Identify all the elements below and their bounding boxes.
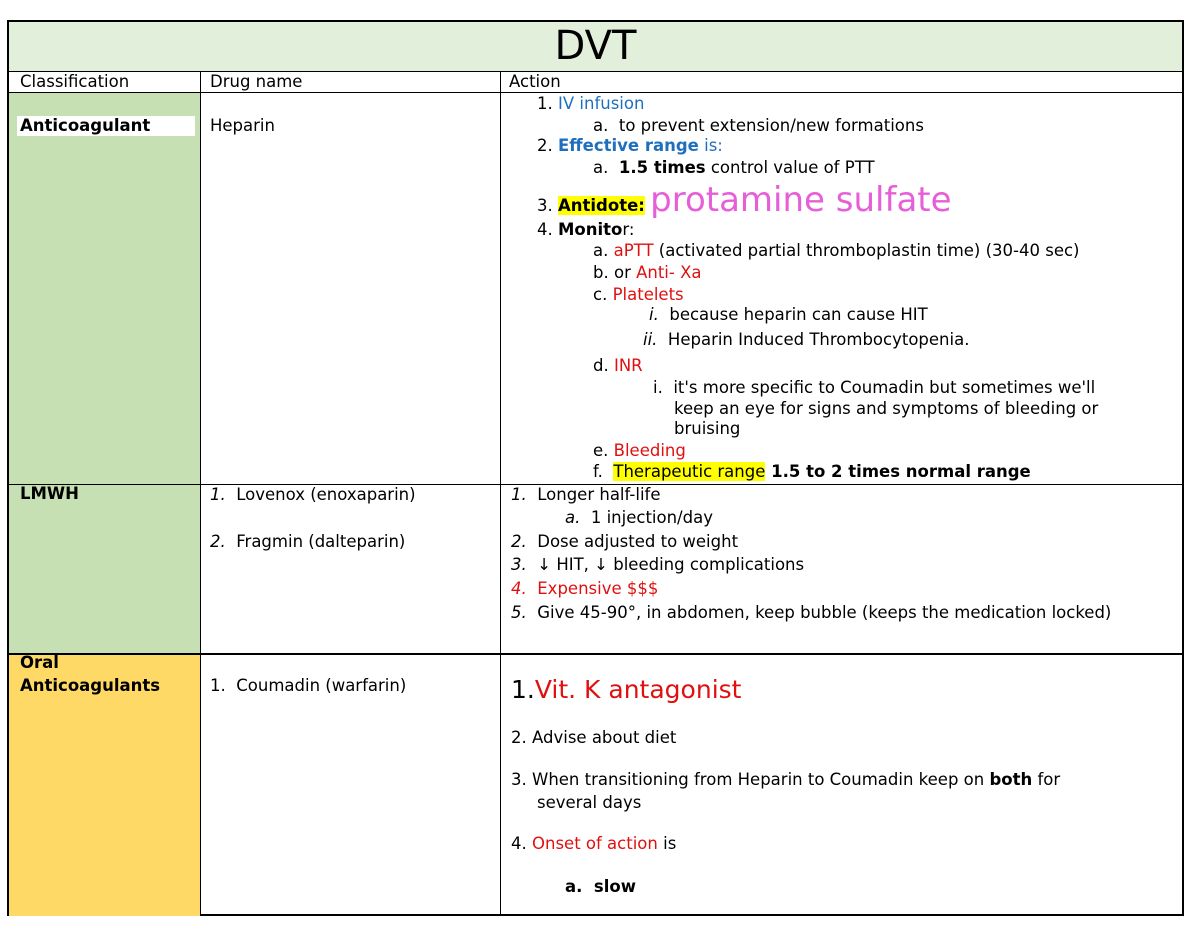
oral-action-3: 3. When transitioning from Heparin to Coumadin keep on both for	[511, 770, 1061, 789]
drug-coumadin: 1. Coumadin (warfarin)	[210, 676, 407, 695]
monitor-d-i-line3: bruising	[674, 419, 741, 438]
lmwh-action-3: 3. ↓ HIT, ↓ bleeding complications	[511, 555, 805, 574]
classification-oral-1: Oral	[20, 653, 59, 672]
classification-anticoagulant: Anticoagulant	[17, 116, 195, 136]
header-drug-name: Drug name	[210, 72, 303, 91]
oral-action-4: 4. Onset of action is	[511, 834, 677, 853]
monitor-d-i-line2: keep an eye for signs and symptoms of bleeding or	[674, 399, 1099, 418]
action-3-antidote: 3. Antidote: protamine sulfate	[537, 180, 952, 220]
monitor-f: f. Therapeutic range 1.5 to 2 times normal range	[593, 462, 1031, 481]
action-2: 2. Effective range is:	[537, 136, 723, 155]
oral-action-2: 2. Advise about diet	[511, 728, 677, 747]
header-action: Action	[509, 72, 561, 91]
oral-action-3-line2: several days	[537, 793, 642, 812]
lmwh-action-1: 1. Longer half-life	[511, 485, 661, 504]
classification-lmwh: LMWH	[20, 484, 79, 503]
drug-fragmin: 2. Fragmin (dalteparin)	[210, 532, 406, 551]
action-2a: a. 1.5 times control value of PTT	[593, 158, 875, 177]
dvt-table	[7, 20, 1184, 916]
drug-heparin: Heparin	[210, 116, 275, 135]
page-title: DVT	[554, 23, 637, 69]
monitor-c-i: i. because heparin can cause HIT	[649, 305, 928, 324]
lmwh-action-1a: a. 1 injection/day	[565, 508, 713, 527]
monitor-d-i: i. it's more specific to Coumadin but sometimes we'll	[653, 378, 1096, 397]
monitor-d: d. INR	[593, 356, 643, 375]
monitor-e: e. Bleeding	[593, 441, 686, 460]
monitor-c: c. Platelets	[593, 285, 684, 304]
oral-action-4a: a. slow	[565, 877, 636, 896]
lmwh-action-5: 5. Give 45-90°, in abdomen, keep bubble (keeps the medication locked)	[511, 603, 1112, 622]
monitor-b: b. or Anti- Xa	[593, 263, 702, 282]
anticoagulant-cell	[9, 92, 200, 485]
action-1: 1. IV infusion	[537, 94, 645, 113]
lmwh-action-2: 2. Dose adjusted to weight	[511, 532, 739, 551]
oral-action-1: 1.Vit. K antagonist	[511, 675, 742, 704]
header-classification: Classification	[20, 72, 130, 91]
monitor-a: a. aPTT (activated partial thromboplastin time) (30-40 sec)	[593, 241, 1080, 260]
lmwh-action-4: 4. Expensive $$$	[511, 579, 659, 598]
classification-oral-2: Anticoagulants	[20, 676, 161, 695]
lmwh-cell	[9, 485, 200, 653]
action-4-monitor: 4. Monitor:	[537, 220, 635, 239]
drug-lovenox: 1. Lovenox (enoxaparin)	[210, 485, 416, 504]
monitor-c-ii: ii. Heparin Induced Thrombocytopenia.	[643, 330, 970, 349]
action-1a: a. to prevent extension/new formations	[593, 116, 924, 135]
